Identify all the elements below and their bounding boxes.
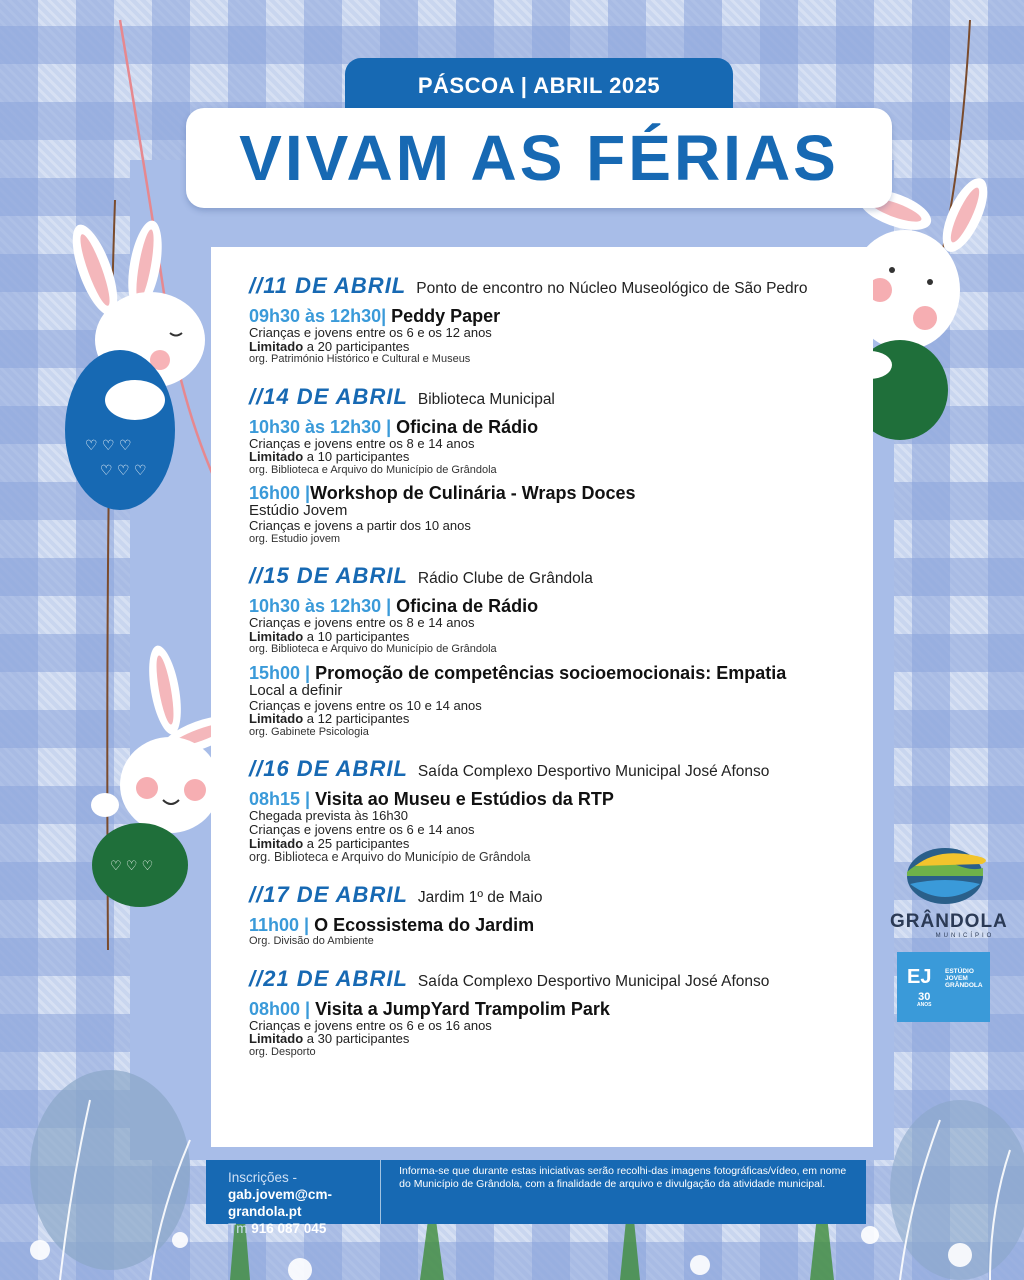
event-organizer: org. Biblioteca e Arquivo do Município de Grândola bbox=[249, 643, 497, 656]
day-section bbox=[249, 882, 853, 947]
event-heading bbox=[249, 484, 853, 503]
event-organizer: org. Estudio jovem bbox=[249, 532, 341, 545]
event-limit-label: Limitado bbox=[249, 835, 304, 851]
event-title: O Ecossistema do Jardim bbox=[309, 915, 535, 936]
event-limit bbox=[249, 340, 853, 354]
event-title: Workshop de Culinária - Wraps Doces bbox=[310, 483, 636, 504]
svg-text:♡ ♡ ♡: ♡ ♡ ♡ bbox=[110, 859, 154, 874]
event-item bbox=[249, 597, 853, 656]
event-subtitle: Chegada prevista às 16h30 bbox=[249, 808, 409, 824]
event-organizer: Org. Divisão do Ambiente bbox=[249, 935, 374, 948]
event-limit-label: Limitado bbox=[249, 338, 304, 354]
event-audience: Crianças e jovens entre os 6 e os 12 anos bbox=[249, 324, 492, 340]
day-date: //17 DE ABRIL bbox=[249, 882, 408, 908]
event-heading bbox=[249, 916, 853, 935]
event-limit-count: a 20 participantes bbox=[303, 338, 410, 354]
page-title: VIVAM AS FÉRIAS bbox=[239, 122, 839, 194]
registration-phone[interactable]: 916 087 045 bbox=[251, 1220, 327, 1236]
event-organizer: org. Gabinete Psicologia bbox=[249, 725, 369, 738]
event-limit-label: Limitado bbox=[249, 711, 304, 727]
event-limit-count: a 25 participantes bbox=[303, 835, 410, 851]
ej-years bbox=[917, 992, 931, 1008]
event-item bbox=[249, 1000, 853, 1059]
grandola-name: GRÂNDOLA bbox=[890, 911, 1008, 932]
event-limit-label: Limitado bbox=[249, 628, 304, 644]
grandola-sub: MUNICÍPIO bbox=[935, 933, 995, 939]
event-limit-count: a 10 participantes bbox=[303, 449, 410, 465]
event-limit-count: a 30 participantes bbox=[303, 1031, 410, 1047]
event-item bbox=[249, 484, 853, 545]
registration-info bbox=[206, 1160, 381, 1236]
day-location: Rádio Clube de Grândola bbox=[417, 570, 593, 588]
event-organizer: org. Desporto bbox=[249, 1046, 316, 1058]
event-audience: Crianças e jovens entre os 8 e 14 anos bbox=[249, 615, 475, 631]
event-title: Visita ao Museu e Estúdios da RTP bbox=[310, 789, 614, 810]
event-audience: Crianças e jovens entre os 8 e 14 anos bbox=[249, 435, 475, 451]
event-heading bbox=[249, 307, 853, 326]
day-section bbox=[249, 273, 853, 366]
event-title: Oficina de Rádio bbox=[391, 596, 539, 617]
event-heading bbox=[249, 790, 853, 809]
day-date: //14 DE ABRIL bbox=[249, 383, 408, 409]
footer-bar bbox=[206, 1160, 866, 1236]
event-time: 11h00 | bbox=[249, 915, 310, 936]
event-time: 08h15 | bbox=[249, 789, 311, 810]
ej-letters: EJ bbox=[907, 966, 932, 988]
day-section bbox=[249, 384, 853, 546]
day-location: Jardim 1º de Maio bbox=[417, 889, 543, 907]
event-item bbox=[249, 790, 853, 864]
event-limit-label: Limitado bbox=[249, 1031, 304, 1047]
event-organizer: org. Património Histórico e Cultural e Museus bbox=[249, 353, 471, 366]
event-item bbox=[249, 307, 853, 366]
event-title: Oficina de Rádio bbox=[391, 416, 539, 437]
event-time: 10h30 às 12h30 | bbox=[249, 596, 392, 617]
day-date: //16 DE ABRIL bbox=[249, 756, 408, 782]
svg-text:♡ ♡ ♡: ♡ ♡ ♡ bbox=[100, 463, 147, 479]
event-heading bbox=[249, 1000, 853, 1019]
day-section bbox=[249, 756, 853, 864]
event-time: 16h00 | bbox=[249, 483, 311, 504]
day-section bbox=[249, 966, 853, 1059]
event-heading bbox=[249, 664, 853, 683]
day-date: //21 DE ABRIL bbox=[249, 965, 408, 991]
ej-text: ESTÚDIO JOVEM GRÂNDOLA bbox=[945, 968, 983, 990]
event-audience: Crianças e jovens entre os 6 e 14 anos bbox=[249, 821, 475, 837]
day-date: //15 DE ABRIL bbox=[249, 563, 408, 589]
event-title: Visita a JumpYard Trampolim Park bbox=[310, 998, 610, 1019]
event-time: 15h00 | bbox=[249, 662, 311, 683]
grandola-logo bbox=[890, 840, 1008, 939]
event-time: 09h30 às 12h30| bbox=[249, 306, 387, 326]
event-heading bbox=[249, 418, 853, 437]
event-audience: Crianças e jovens entre os 6 e os 16 anos bbox=[249, 1017, 492, 1033]
grandola-emblem-icon bbox=[890, 840, 1000, 906]
event-limit-label: Limitado bbox=[249, 449, 304, 465]
event-subtitle: Local a definir bbox=[249, 681, 343, 699]
day-location: Ponto de encontro no Núcleo Museológico de São Pedro bbox=[416, 280, 808, 297]
title-box bbox=[186, 108, 892, 208]
event-heading bbox=[249, 597, 853, 616]
registration-email[interactable]: gab.jovem@cm-grandola.pt bbox=[228, 1186, 332, 1219]
ej-years-number: 30 bbox=[918, 991, 931, 1003]
day-header bbox=[249, 563, 853, 589]
day-header bbox=[249, 966, 853, 992]
event-time: 10h30 às 12h30 | bbox=[249, 416, 392, 437]
event-limit-count: a 10 participantes bbox=[303, 628, 410, 644]
day-header bbox=[249, 273, 853, 299]
season-banner: PÁSCOA | ABRIL 2025 bbox=[345, 58, 733, 114]
event-item bbox=[249, 664, 853, 738]
estudio-jovem-logo bbox=[897, 952, 990, 1022]
day-header bbox=[249, 384, 853, 410]
day-date: //11 DE ABRIL bbox=[249, 273, 407, 298]
event-subtitle: Estúdio Jovem bbox=[249, 502, 348, 520]
event-title: Peddy Paper bbox=[386, 306, 501, 326]
day-location: Saída Complexo Desportivo Municipal José Afonso bbox=[417, 763, 770, 781]
event-organizer: org. Biblioteca e Arquivo do Município de Grândola bbox=[249, 463, 497, 476]
image-notice: Informa-se que durante estas iniciativas serão recolhi-das imagens fotográficas/vídeo, em nome do Município de Grândola, com a finalidade de arquivo e divulgação da atividade municipal. bbox=[399, 1165, 847, 1190]
day-location: Biblioteca Municipal bbox=[417, 390, 555, 408]
registration-label: Inscrições - bbox=[228, 1170, 298, 1185]
day-header bbox=[249, 882, 853, 908]
event-limit bbox=[249, 630, 853, 644]
event-limit bbox=[249, 1032, 853, 1046]
event-audience: Crianças e jovens entre os 10 e 14 anos bbox=[249, 697, 482, 713]
event-limit-count: a 12 participantes bbox=[303, 711, 410, 727]
day-section bbox=[249, 563, 853, 738]
program-panel bbox=[211, 247, 873, 1147]
event-title: Promoção de competências socioemocionais: Empatia bbox=[310, 662, 787, 683]
event-item bbox=[249, 916, 853, 947]
event-time: 08h00 | bbox=[249, 998, 311, 1019]
ej-years-label: ANOS bbox=[917, 1002, 932, 1008]
event-limit bbox=[249, 837, 853, 851]
day-header bbox=[249, 756, 853, 782]
day-location: Saída Complexo Desportivo Municipal José Afonso bbox=[417, 972, 770, 990]
svg-text:♡ ♡ ♡: ♡ ♡ ♡ bbox=[85, 438, 132, 454]
event-item bbox=[249, 418, 853, 477]
event-organizer: org. Biblioteca e Arquivo do Município de Grândola bbox=[249, 850, 531, 865]
event-limit bbox=[249, 450, 853, 464]
phone-label: Tm bbox=[228, 1220, 252, 1236]
event-limit bbox=[249, 712, 853, 726]
event-audience: Crianças e jovens a partir dos 10 anos bbox=[249, 518, 471, 534]
